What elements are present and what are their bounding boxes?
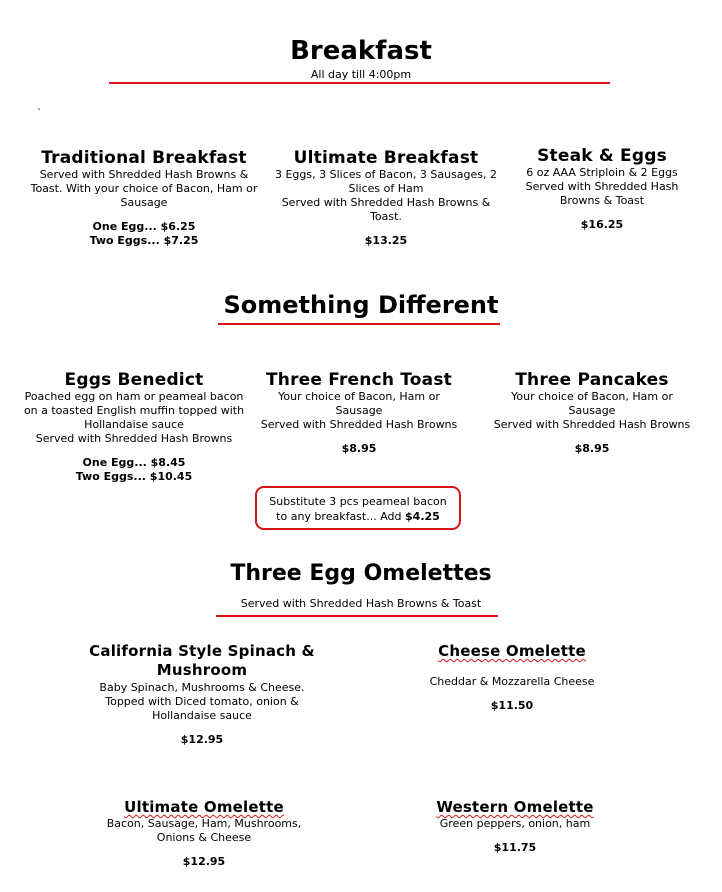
item-price: $12.95	[180, 733, 224, 746]
item-name: Three Pancakes	[515, 370, 669, 390]
item-desc-line: Served with Shredded Hash	[525, 180, 679, 193]
item-desc-line: Onions & Cheese	[156, 831, 252, 844]
item-desc-line: Topped with Diced tomato, onion &	[105, 695, 299, 708]
menu-item-ultimate-breakfast	[266, 148, 506, 248]
menu-item-california-omelette	[82, 642, 322, 747]
item-desc-line: Hollandaise sauce	[152, 709, 252, 722]
item-desc-line: Served with Shredded Hash Browns	[493, 418, 691, 431]
item-price: $13.25	[364, 234, 408, 247]
menu-item-traditional-breakfast	[24, 148, 264, 248]
item-name: Three French Toast	[265, 370, 453, 390]
item-desc-line: Bacon, Sausage, Ham, Mushrooms,	[106, 817, 302, 830]
item-price: One Egg... $6.25	[92, 220, 196, 233]
item-desc-line: Baby Spinach, Mushrooms & Cheese.	[99, 681, 305, 694]
item-price: $11.50	[490, 699, 534, 712]
item-name: Traditional Breakfast	[41, 148, 247, 168]
item-desc-line: Toast. With your choice of Bacon, Ham or	[30, 182, 258, 195]
item-desc-line: Green peppers, onion, ham	[439, 817, 591, 830]
section-divider	[218, 323, 500, 325]
item-price: $11.75	[493, 841, 537, 854]
menu-item-cheese-omelette	[392, 642, 632, 713]
section-subtitle-breakfast: All day till 4:00pm	[310, 68, 412, 81]
item-desc-line: Cheddar & Mozzarella Cheese	[429, 675, 595, 688]
menu-item-three-french-toast	[239, 370, 479, 456]
note-text: to any breakfast... Add	[276, 510, 402, 523]
item-desc-line: Sausage	[335, 404, 383, 417]
item-desc-line: 6 oz AAA Striploin & 2 Eggs	[526, 166, 678, 179]
item-name: Ultimate Omelette	[124, 798, 284, 816]
section-divider	[109, 82, 610, 84]
item-desc-line: Served with Shredded Hash Browns	[260, 418, 458, 431]
section-divider	[216, 615, 498, 617]
item-name: Cheese Omelette	[438, 642, 586, 660]
item-price: $16.25	[580, 218, 624, 231]
menu-item-three-pancakes	[472, 370, 712, 456]
item-desc-line: Served with Shredded Hash Browns &	[281, 196, 491, 209]
item-desc-line: Toast.	[370, 210, 402, 223]
item-desc-line: 3 Eggs, 3 Slices of Bacon, 3 Sausages, 2	[274, 168, 498, 181]
item-name: Ultimate Breakfast	[293, 148, 479, 168]
menu-item-eggs-benedict	[14, 370, 254, 484]
item-desc-line: Sausage	[120, 196, 168, 209]
menu-item-ultimate-omelette	[84, 798, 324, 869]
note-line	[257, 509, 459, 524]
section-title-breakfast: Breakfast	[290, 36, 432, 66]
section-title-omelettes: Three Egg Omelettes	[230, 561, 492, 586]
item-price: $8.95	[574, 442, 610, 455]
item-name: Western Omelette	[436, 798, 594, 816]
item-name-line2: Mushroom	[156, 661, 248, 679]
item-name: Steak & Eggs	[537, 146, 667, 166]
item-desc-line: Poached egg on ham or peameal bacon	[24, 390, 244, 403]
item-desc-line: on a toasted English muffin topped with	[23, 404, 245, 417]
item-desc-line: Served with Shredded Hash Browns &	[39, 168, 249, 181]
item-desc-line: Hollandaise sauce	[84, 418, 184, 431]
item-desc-line: Sausage	[568, 404, 616, 417]
item-price: $12.95	[182, 855, 226, 868]
stray-mark: `	[37, 108, 42, 119]
section-subtitle-omelettes: Served with Shredded Hash Browns & Toast	[240, 597, 482, 610]
item-price: Two Eggs... $10.45	[75, 470, 193, 483]
item-desc-line: Your choice of Bacon, Ham or	[278, 390, 440, 403]
substitute-note-box	[255, 486, 461, 530]
item-price: $8.95	[341, 442, 377, 455]
item-price: Two Eggs... $7.25	[89, 234, 199, 247]
item-desc-line: Slices of Ham	[348, 182, 424, 195]
item-desc-line: Served with Shredded Hash Browns	[35, 432, 233, 445]
menu-item-western-omelette	[395, 798, 635, 855]
item-desc-line: Browns & Toast	[559, 194, 645, 207]
item-name: California Style Spinach &	[89, 642, 315, 660]
item-desc-line: Your choice of Bacon, Ham or	[511, 390, 673, 403]
menu-item-steak-eggs	[502, 146, 702, 232]
item-price: One Egg... $8.45	[82, 456, 186, 469]
note-price: $4.25	[405, 510, 440, 523]
note-line: Substitute 3 pcs peameal bacon	[269, 495, 447, 508]
section-title-something-different: Something Different	[223, 291, 499, 319]
item-name: Eggs Benedict	[64, 370, 204, 390]
